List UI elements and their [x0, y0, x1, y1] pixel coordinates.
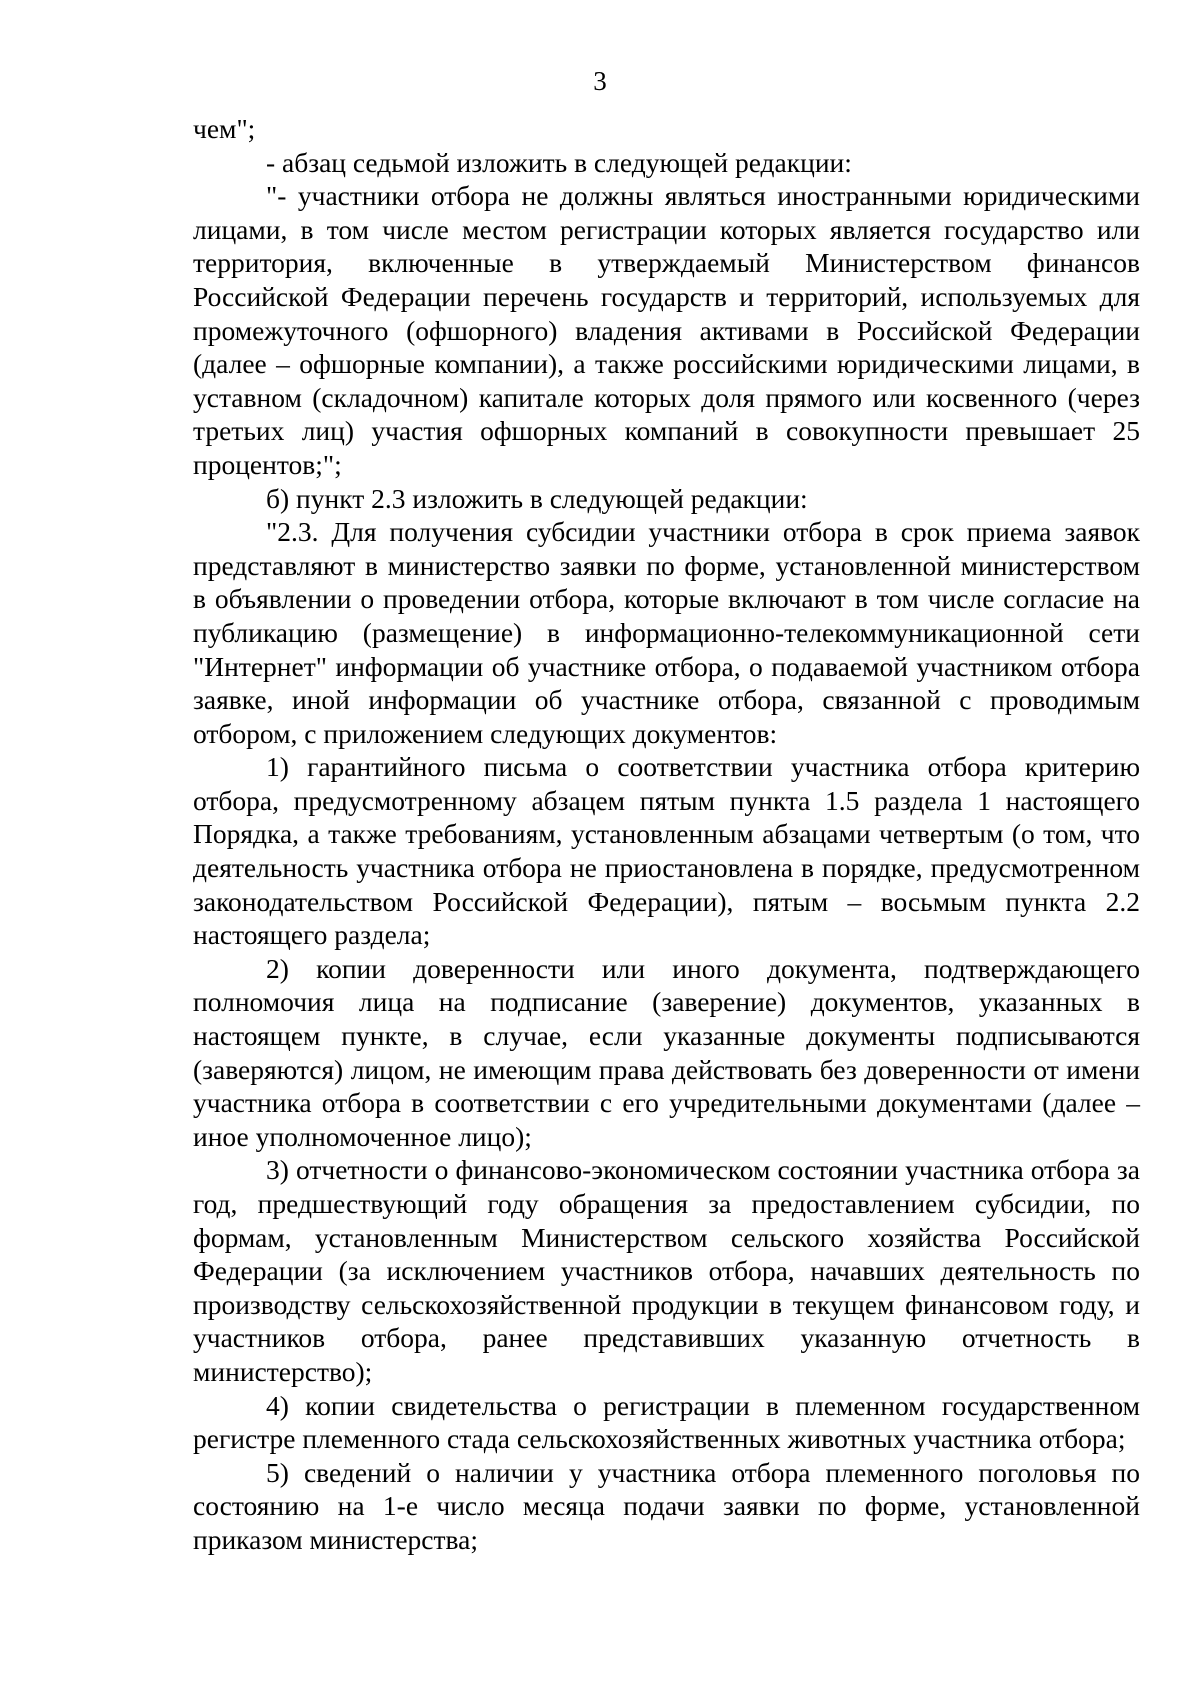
paragraph-1: чем";	[193, 113, 256, 144]
paragraph-10: 5) сведений о наличии у участника отбора племенного поголовья по состоянию на 1-е число месяца подачи заявки по форме, установленной приказом министерства;	[193, 1456, 1140, 1555]
paragraph-7: 2) копии доверенности или иного документа, подтверждающего полномочия лица на подписание (заверение) документов, указанных в настоящем пункте, в случае, если указанные документы подписываются (заверяются) лицом, не имеющим права действовать без доверенности от имени участника отбора в соответствии с его учредительными документами (далее – иное уполномоченное лицо);	[193, 952, 1140, 1152]
paragraph-8: 3) отчетности о финансово-экономическом состоянии участника отбора за год, предшествующий году обращения за предоставлением субсидии, по формам, установленным Министерством сельского хозяйства Российской Федерации (за исключением участников отбора, начавших деятельность по производству сельскохозяйственной продукции в текущем финансовом году, и участников отбора, ранее представивших указанную отчетность в министерство);	[193, 1154, 1140, 1387]
paragraph-4: б) пункт 2.3 изложить в следующей редакции:	[266, 482, 808, 514]
document-body	[193, 112, 1140, 1557]
paragraph-3: "- участники отбора не должны являться иностранными юридическими лицами, в том числе местом регистрации которых является государство или территория, включенные в утверждаемый Министерством финансов Российской Федерации перечень государств и территорий, используемых для промежуточного (офшорного) владения активами в Российской Федерации (далее – офшорные компании), а также российскими юридическими лицами, в уставном (складочном) капитале которых доля прямого или косвенного (через третьих лиц) участия офшорных компаний в совокупности превышает 25 процентов;";	[193, 180, 1140, 480]
paragraph-2: - абзац седьмой изложить в следующей редакции:	[266, 146, 852, 178]
paragraph-6: 1) гарантийного письма о соответствии участника отбора критерию отбора, предусмотренному абзацем пятым пункта 1.5 раздела 1 настоящего Порядка, а также требованиям, установленным абзацами четвертым (о том, что деятельность участника отбора не приостановлена в порядке, предусмотренном законодательством Российской Федерации), пятым – восьмым пункта 2.2 настоящего раздела;	[193, 751, 1140, 951]
page-number: 3	[593, 66, 607, 96]
paragraph-5: "2.3. Для получения субсидии участники отбора в срок приема заявок представляют в министерство заявки по форме, установленной министерством в объявлении о проведении отбора, которые включают в том числе согласие на публикацию (размещение) в информационно-телекоммуникационной сети "Интернет" информации об участнике отбора, о подаваемой участником отбора заявке, иной информации об участнике отбора, связанной с проводимым отбором, с приложением следующих документов:	[193, 516, 1140, 749]
paragraph-9: 4) копии свидетельства о регистрации в племенном государственном регистре племенного стада сельскохозяйственных животных участника отбора;	[193, 1389, 1140, 1455]
